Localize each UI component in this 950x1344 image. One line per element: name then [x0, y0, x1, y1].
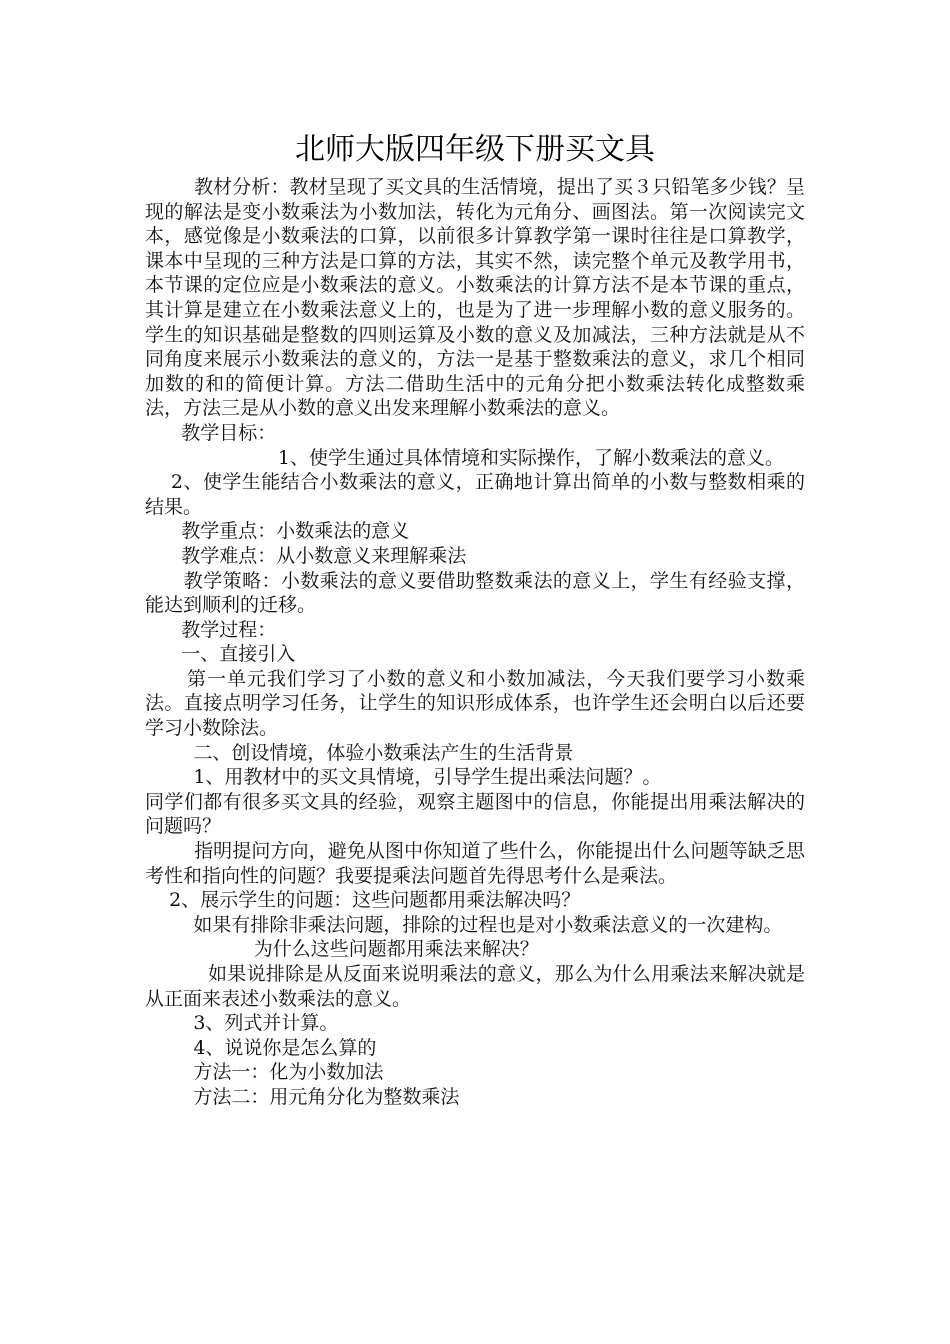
paragraph-step-4: 4、说说你是怎么算的: [145, 1036, 377, 1059]
paragraph-method-2: 方法二：用元角分化为整数乘法: [145, 1085, 460, 1108]
paragraph-step-2-note: 如果有排除非乘法问题，排除的过程也是对小数乘法意义的一次建构。: [145, 913, 783, 936]
paragraph-method-1: 方法一：化为小数加法: [145, 1061, 384, 1084]
paragraph-step-3: 3、列式并计算。: [145, 1012, 339, 1035]
paragraph-step-1: 1、用教材中的买文具情境，引导学生提出乘法问题？。: [145, 766, 662, 789]
paragraph-step-1-question: 同学们都有很多买文具的经验，观察主题图中的信息，你能提出用乘法解决的问题吗？: [145, 790, 805, 838]
paragraph-process-heading: 教学过程：: [145, 618, 277, 641]
paragraph-strategy: 教学策略：小数乘法的意义要借助整数乘法的意义上，学生有经验支撑，能达到顺利的迁移。: [145, 569, 805, 617]
paragraph-key-point: 教学重点：小数乘法的意义: [145, 520, 410, 543]
paragraph-step-2: 2、展示学生的问题：这些问题都用乘法解决吗？: [145, 889, 581, 912]
paragraph-goal-2: 2、使学生能结合小数乘法的意义，正确地计算出简单的小数与整数相乘的结果。: [145, 471, 805, 518]
paragraph-goal-1: 1、使学生通过具体情境和实际操作，了解小数乘法的意义。: [145, 446, 784, 469]
paragraph-textbook-analysis: 教材分析：教材呈现了买文具的生活情境，提出了买３只铅笔多少钱？呈现的解法是变小数乘法为小数加法，转化为元角分、画图法。第一次阅读完文本，感觉像是小数乘法的口算，以前很多计算教学第一课时往往是口算教学，课本中呈现的三种方法是口算的方法，其实不然，读完整个单元及教学用书，本节课的定位应是小数乘法的意义。小数乘法的计算方法不是本节课的重点，其计算是建立在小数乘法意义上的，也是为了进一步理解小数的意义服务的。学生的知识基础是整数的四则运算及小数的意义及加减法，三种方法就是从不同角度来展示小数乘法的意义的，方法一是基于整数乘法的意义，求几个相同加数的和的简便计算。方法二借助生活中的元角分把小数乘法转化成整数乘法，方法三是从小数的意义出发来理解小数乘法的意义。: [145, 176, 805, 420]
paragraph-step-1-note: 指明提问方向，避免从图中你知道了些什么，你能提出什么问题等缺乏思考性和指向性的问题？我要提乘法问题首先得思考什么是乘法。: [145, 840, 805, 887]
document-title: 北师大版四年级下册买文具: [295, 132, 655, 167]
paragraph-difficulty: 教学难点：从小数意义来理解乘法: [145, 544, 467, 567]
paragraph-section-1-body: 第一单元我们学习了小数的意义和小数加减法，今天我们要学习小数乘法。直接点明学习任务，让学生的知识形成体系，也许学生还会明白以后还要学习小数除法。: [145, 667, 805, 740]
paragraph-step-2-explanation: 如果说排除是从反面来说明乘法的意义，那么为什么用乘法来解决就是从正面来表述小数乘法的意义。: [145, 963, 805, 1010]
paragraph-section-2-heading: 二、创设情境，体验小数乘法产生的生活背景: [145, 741, 574, 764]
paragraph-section-1-heading: 一、直接引入: [145, 643, 296, 666]
paragraph-teaching-goals-heading: 教学目标：: [145, 421, 277, 444]
document-body: [145, 175, 805, 1110]
paragraph-step-2-question: 为什么这些问题都用乘法来解决？: [145, 938, 539, 961]
